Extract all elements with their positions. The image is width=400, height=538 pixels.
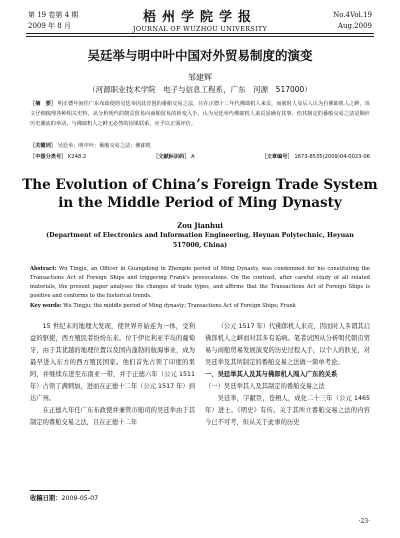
date-cn: 2009 年 8 月 <box>28 22 71 30</box>
body-column-right <box>205 321 370 429</box>
keywords-cn <box>30 142 370 149</box>
abstract-en-text: Wu Tingju, an Officer in Guangdong in Zhengde period of Ming Dynasty, was condemned for his constituting the Transactions Act of Foreign Ships and triggering Frank’s provocations. On the contrast, after careful study of all related materials, the present paper analyses the changes of trade types, and affirms that the Transactions Act of Foreign Ships is positive and conforms to the historical trends. <box>30 266 370 299</box>
body-column-left <box>30 321 195 429</box>
page-number: ·23· <box>358 518 370 525</box>
article-title-cn: 吴廷举与明中叶中国对外贸易制度的演变 <box>87 48 313 63</box>
affiliation-cn: （河源职业技术学院 电子与信息工程系，广东 河源 517000） <box>88 85 312 94</box>
abstract-cn <box>30 99 370 129</box>
received-date <box>30 493 98 502</box>
affiliation-en: (Department of Electronics and Information Engineering, Heyuan Polytechnic, Heyuan 517000, China) <box>46 232 354 249</box>
body-paragraph: 在正德九年任广东布政使并兼管市舶司的吴廷举由于其制定的番舶交易之法，且在正德十二年 <box>30 407 195 426</box>
classification: ［中图分类号］ K248.2 <box>30 154 87 160</box>
body-paragraph: （公元 1517 年）代佛郎机人来贡，因而时人多谓其启佛郎机人之衅而对其多有诟病。笔者试图从分析明代朝贡贸易与商舶贸易发展演变的历史过程入手，以个人的肤见，对吴廷举及其所制定的番舶交易之法做一简单考论。 <box>205 323 370 366</box>
abstract-cn-text: 明正德年间任广东布政使的吴廷举因其首创的番舶交易之法，且在正德十二年代佛郎机人来贡，而被时人及后人认为自佛郎机人之衅，该文仔细梳理各种相关史料，从分析明代的朝贡贸易向商舶贸易的转变入手，认为吴廷举代佛郎机人来贡虽确有其事，但其制定的番舶交易之法是顺应历史潮流的举动，与佛郎机人之衅无必然的因果联系，应予以正面评价。 <box>30 101 370 127</box>
author-cn: 邹建辉 <box>188 73 212 82</box>
author-en: Zou Jianhui <box>177 221 223 230</box>
received-date-value: 2009-05-07 <box>61 495 99 502</box>
keywords-cn-text: 吴廷举；明中叶；番舶交易之法；佛郎机 <box>57 143 151 149</box>
subsection-heading: （一）吴廷举其人及其制定的番舶交易之法 <box>205 383 325 390</box>
journal-name-cn: 梧州学院学报 <box>142 10 257 25</box>
volume-cn: 第 19 卷第 4 期 <box>28 11 79 19</box>
body-paragraph: 吴廷举，字献臣，苍梧人，成化二十三年（公元 1465 年）进士。《明史》有传。关于其所立番舶交易之法的内容今已不可考，但从关于此事的历史 <box>205 395 370 426</box>
header-rule-thin <box>26 36 374 37</box>
article-title-en: The Evolution of China’s Foreign Trade System in the Middle Period of Ming Dynasty <box>22 177 378 211</box>
keywords-en <box>30 303 370 309</box>
volume-en: No.4Vol.19 <box>333 11 372 19</box>
doc-code: ［文献标识码］ A <box>153 154 195 160</box>
header-issue-info <box>333 10 372 32</box>
keywords-cn-label: ［关键词］ <box>30 143 56 149</box>
abstract-en-label: Abstract: <box>30 266 57 272</box>
journal-name-en: JOURNAL OF WUZHOU UNIVERSITY <box>132 25 268 33</box>
body-paragraph: 15 世纪末的地理大发现，使世界开始连为一体，受利益的驱使，西方殖民者纷纷东来。位于伊比利亚半岛的葡萄牙，由于其优越的地理位置以及国内蓬勃的航海事业，成为最早进入东方的西方殖民国家。他们首先占领了印度的果阿，并继续东进至东南亚一带，并于正德六年（公元 1511 年）占领了满剌加，进而在正德十二年（公元 1517 年）到达广州。 <box>30 323 195 402</box>
section-heading: 一、吴廷举其人及其与佛郎机人闯入广东的关系 <box>205 371 338 378</box>
date-en: Aug.2009 <box>337 22 372 30</box>
abstract-en <box>30 265 370 301</box>
keywords-en-label: Key words: <box>30 303 62 309</box>
keywords-en-text: Wu Tingju; the middle period of Ming dynasty; Transactions Act of Foreign Ships; Frank <box>63 303 296 309</box>
article-id: ［文章编号］ 1673-8535(2009)04-0023-06 <box>261 154 370 160</box>
header-rule <box>26 33 374 34</box>
received-date-label: 收稿日期： <box>30 495 62 502</box>
classification-row <box>30 153 370 160</box>
footnote-rule <box>30 490 90 491</box>
abstract-cn-label: ［摘 要］ <box>30 101 57 107</box>
